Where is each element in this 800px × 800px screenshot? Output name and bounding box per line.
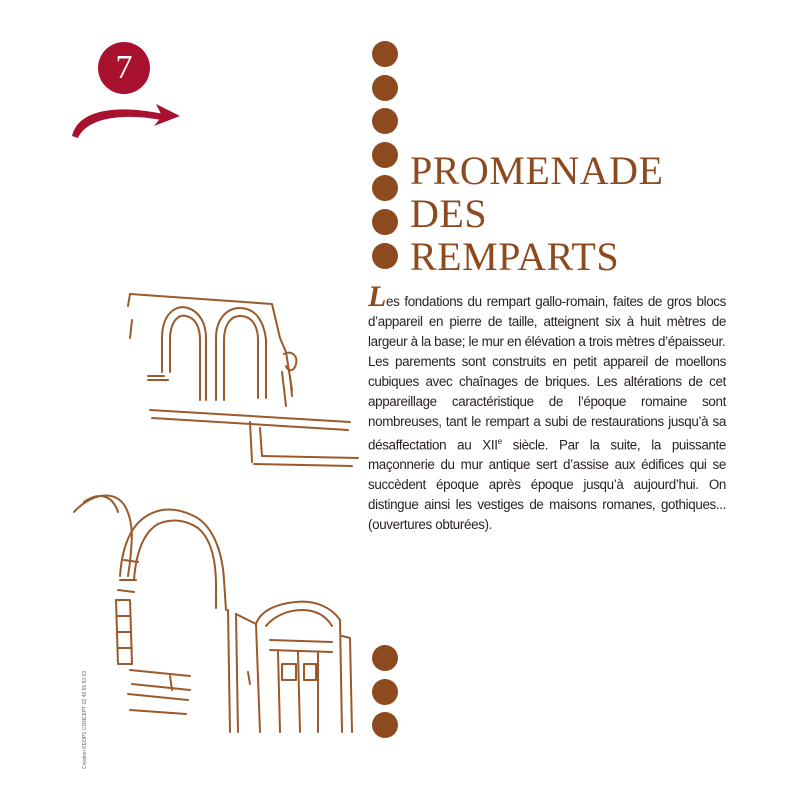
paragraph-2-text-b: siècle. Par la suite, la puissante maçonnerie du mur antique sert d’assise aux édifices qui se succèdent époque après époque jusqu’à aujourd’hui. On distingue ainsi les vestiges de maisons romanes, gothiques... (ouvertures obturées). [368, 437, 726, 533]
title-line-3: REMPARTS [410, 234, 620, 279]
paragraph-2 [368, 352, 726, 535]
credit-text: Création KEOPS CONCEPT 02 48 55 83 63 [82, 670, 88, 769]
dot [372, 209, 398, 235]
dot [372, 243, 398, 269]
dot [372, 108, 398, 134]
paragraph-1 [368, 280, 726, 352]
decorative-dots-top [372, 41, 398, 276]
body-text [368, 280, 726, 535]
dot [372, 142, 398, 168]
decorative-dots-bottom [372, 645, 398, 746]
dot [372, 41, 398, 67]
dot [372, 175, 398, 201]
dot [372, 712, 398, 738]
step-number: 7 [115, 49, 133, 86]
dropcap-letter: L [368, 280, 386, 313]
superscript-e: e [497, 437, 502, 446]
page-title [410, 149, 663, 278]
title-line-2: DES [410, 191, 488, 236]
title-line-1: PROMENADE [410, 148, 664, 193]
step-number-badge [98, 42, 150, 94]
paragraph-2-text-a: Les parements sont construits en petit appareil de moellons cubiques avec chaînages de briques. Les altérations de cet appareillage caractéristique de l’époque romaine sont nombreuses, tant le rempart a subi de restaurations jusqu’à sa désaffectation au XII [368, 354, 726, 453]
dot [372, 679, 398, 705]
curved-arrow-right-icon [64, 92, 182, 144]
dot [372, 645, 398, 671]
rampart-windows-sketch [60, 280, 360, 740]
dot [372, 75, 398, 101]
paragraph-1-text: es fondations du rempart gallo-romain, faites de gros blocs d’appareil en pierre de taille, atteignent six à huit mètres de largeur à la base; le mur en élévation a trois mètres d’épaisseur. [368, 294, 726, 349]
